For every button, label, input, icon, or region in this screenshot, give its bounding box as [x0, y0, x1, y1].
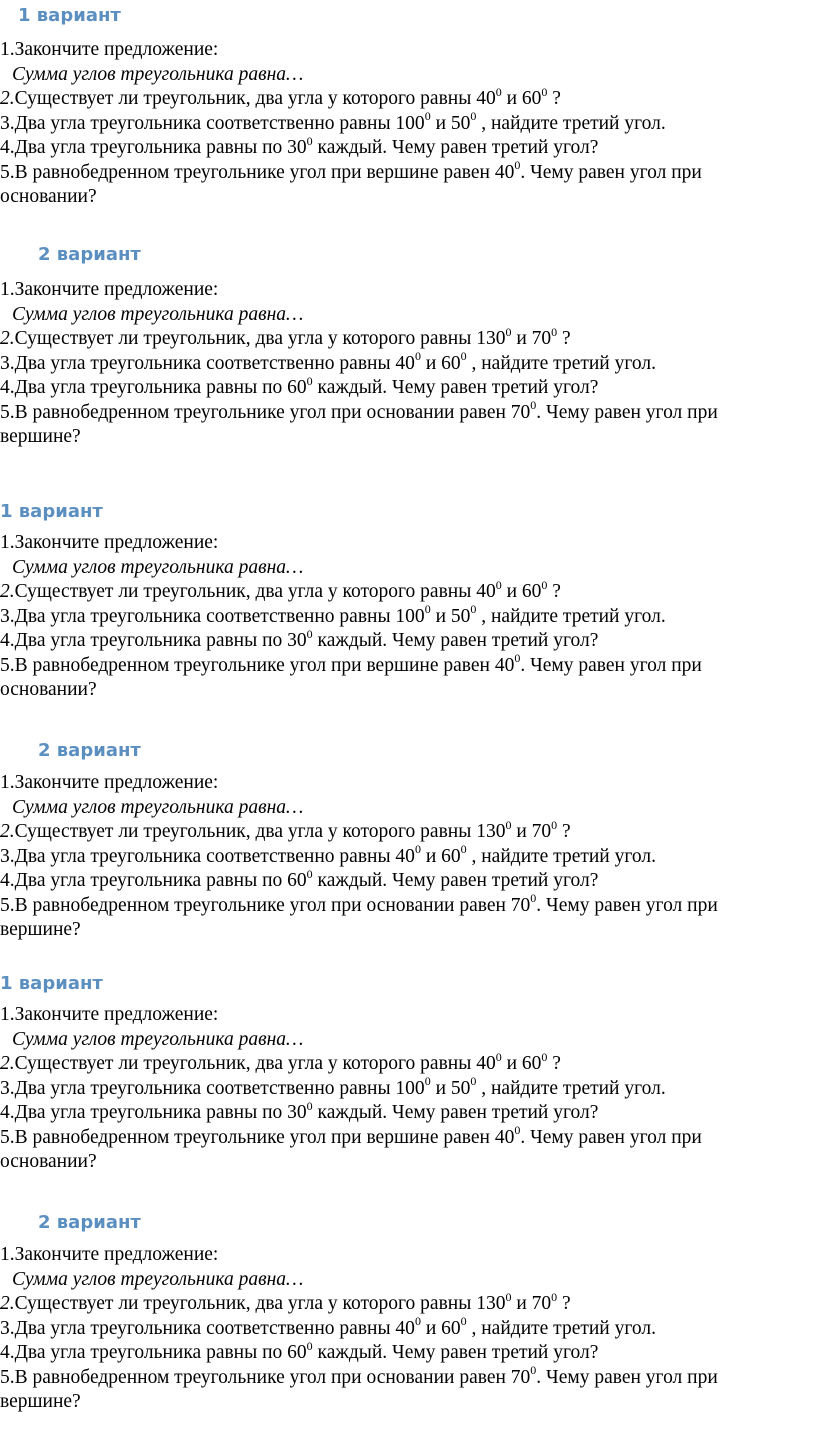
question-number: 1.	[0, 1004, 15, 1025]
question-text: Существует ли треугольник, два угла у которого равны 130	[14, 1293, 506, 1314]
question-4	[0, 1338, 816, 1366]
question-text: 3.Два угла треугольника соответственно равны 100	[0, 112, 425, 134]
question-text: ?	[557, 1293, 571, 1314]
question-text: 4.Два угла треугольника равны по 60	[0, 1342, 307, 1363]
question-text: Существует ли треугольник, два угла у которого равны 40	[14, 1053, 496, 1074]
question-text: 3.Два угла треугольника соответственно равны 40	[0, 845, 415, 867]
question-text: . Чему равен угол при	[520, 1126, 702, 1148]
question-text: 5.В равнобедренном треугольнике угол при основании равен 70	[0, 401, 531, 423]
variant-block-6	[0, 1211, 816, 1415]
degree-mark: 0	[514, 158, 521, 172]
variant-heading: 1 вариант	[0, 973, 103, 994]
question-text: ?	[557, 821, 571, 842]
question-text: . Чему равен угол при	[520, 654, 702, 676]
question-5-continuation: основании?	[0, 679, 97, 700]
degree-mark: 0	[514, 651, 521, 665]
degree-mark: 0	[530, 398, 537, 412]
question-5	[0, 398, 816, 426]
question-text: каждый. Чему равен третий угол?	[312, 870, 599, 891]
question-text: 4.Два угла треугольника равны по 30	[0, 137, 307, 158]
question-5	[0, 158, 816, 186]
degree-mark: 0	[460, 842, 467, 856]
degree-mark: 0	[505, 1289, 512, 1304]
question-5-continuation: основании?	[0, 1151, 97, 1172]
question-number: 1.	[0, 772, 15, 793]
question-1-sentence: Сумма углов треугольника равна…	[12, 1028, 304, 1050]
question-text: . Чему равен угол при	[536, 1366, 718, 1388]
question-5-continuation: вершине?	[0, 1391, 81, 1412]
question-text: и 70	[511, 1293, 552, 1314]
question-text: Существует ли треугольник, два угла у которого равны 130	[14, 821, 506, 842]
question-text: Существует ли треугольник, два угла у которого равны 130	[14, 328, 506, 349]
variant-block-4	[0, 739, 816, 943]
question-text: 5.В равнобедренном треугольнике угол при вершине равен 40	[0, 654, 515, 676]
degree-mark: 0	[514, 1123, 521, 1137]
question-text: Закончите предложение:	[14, 39, 219, 60]
question-text: 3.Два угла треугольника соответственно равны 40	[0, 1317, 415, 1339]
variant-heading: 2 вариант	[38, 740, 141, 761]
question-3	[0, 349, 816, 377]
degree-mark: 0	[495, 577, 502, 592]
degree-mark: 0	[306, 866, 313, 881]
question-text: Закончите предложение:	[14, 532, 219, 553]
variant-block-3	[0, 500, 816, 703]
degree-mark: 0	[541, 577, 548, 592]
question-1-sentence: Сумма углов треугольника равна…	[12, 1268, 304, 1290]
question-text: 5.В равнобедренном треугольнике угол при вершине равен 40	[0, 1126, 515, 1148]
degree-mark: 0	[306, 1338, 313, 1353]
question-1	[0, 531, 816, 556]
question-text: . Чему равен угол при	[536, 401, 718, 423]
question-2	[0, 577, 816, 605]
question-5	[0, 1363, 816, 1391]
question-text: и 50	[430, 605, 471, 627]
question-text: Существует ли треугольник, два угла у которого равны 40	[14, 581, 496, 602]
question-1-sentence: Сумма углов треугольника равна…	[12, 303, 304, 325]
degree-mark: 0	[530, 1363, 537, 1377]
question-text: Закончите предложение:	[14, 772, 219, 793]
question-text: , найдите третий угол.	[476, 112, 666, 134]
degree-mark: 0	[460, 349, 467, 363]
degree-mark: 0	[414, 349, 421, 363]
question-text: Существует ли треугольник, два угла у которого равны 40	[14, 88, 496, 109]
question-number: 2.	[0, 1293, 15, 1314]
degree-mark: 0	[505, 817, 512, 832]
degree-mark: 0	[530, 891, 537, 905]
variant-heading: 1 вариант	[18, 5, 121, 26]
question-text: , найдите третий угол.	[476, 1077, 666, 1099]
variant-heading: 1 вариант	[0, 501, 103, 522]
degree-mark: 0	[495, 84, 502, 99]
question-2	[0, 817, 816, 845]
question-1	[0, 1003, 816, 1028]
question-text: и 60	[501, 1053, 542, 1074]
question-4	[0, 373, 816, 401]
variant-block-1	[0, 4, 816, 210]
question-number: 1.	[0, 1244, 15, 1265]
question-text: Закончите предложение:	[14, 1244, 219, 1265]
question-3	[0, 602, 816, 630]
degree-mark: 0	[306, 133, 313, 148]
question-1-sentence: Сумма углов треугольника равна…	[12, 556, 304, 578]
question-text: 3.Два угла треугольника соответственно равны 100	[0, 605, 425, 627]
question-text: , найдите третий угол.	[466, 352, 656, 374]
degree-mark: 0	[424, 1074, 431, 1088]
question-text: 5.В равнобедренном треугольнике угол при основании равен 70	[0, 1366, 531, 1388]
question-text: и 70	[511, 328, 552, 349]
question-text: , найдите третий угол.	[476, 605, 666, 627]
question-4	[0, 866, 816, 894]
question-5-continuation: основании?	[0, 186, 97, 207]
question-4	[0, 1098, 816, 1126]
question-text: ?	[547, 1053, 561, 1074]
question-number: 2.	[0, 821, 15, 842]
question-number: 1.	[0, 532, 15, 553]
question-1	[0, 38, 816, 63]
degree-mark: 0	[460, 1314, 467, 1328]
degree-mark: 0	[551, 817, 558, 832]
degree-mark: 0	[306, 1098, 313, 1113]
variant-heading: 2 вариант	[38, 1212, 141, 1233]
question-3	[0, 109, 816, 137]
variant-block-2	[0, 243, 816, 450]
question-text: 3.Два угла треугольника соответственно равны 40	[0, 352, 415, 374]
question-3	[0, 1314, 816, 1342]
question-text: и 60	[420, 1317, 461, 1339]
question-text: ?	[547, 581, 561, 602]
question-text: и 60	[420, 845, 461, 867]
question-text: каждый. Чему равен третий угол?	[312, 1102, 599, 1123]
question-number: 1.	[0, 39, 15, 60]
degree-mark: 0	[541, 1049, 548, 1064]
question-5-continuation: вершине?	[0, 426, 81, 447]
question-text: . Чему равен угол при	[536, 894, 718, 916]
question-number: 2.	[0, 581, 15, 602]
question-text: Закончите предложение:	[14, 279, 219, 300]
degree-mark: 0	[414, 1314, 421, 1328]
question-5	[0, 651, 816, 679]
question-text: и 70	[511, 821, 552, 842]
question-text: . Чему равен угол при	[520, 161, 702, 183]
question-1	[0, 1243, 816, 1268]
question-text: 4.Два угла треугольника равны по 60	[0, 377, 307, 398]
degree-mark: 0	[551, 324, 558, 339]
question-3	[0, 1074, 816, 1102]
question-4	[0, 133, 816, 161]
question-1-sentence: Сумма углов треугольника равна…	[12, 63, 304, 85]
question-number: 2.	[0, 328, 15, 349]
question-number: 2.	[0, 1053, 15, 1074]
question-text: каждый. Чему равен третий угол?	[312, 630, 599, 651]
question-text: и 50	[430, 1077, 471, 1099]
question-1	[0, 278, 816, 303]
question-text: 4.Два угла треугольника равны по 60	[0, 870, 307, 891]
degree-mark: 0	[470, 602, 477, 616]
question-1	[0, 771, 816, 796]
question-4	[0, 626, 816, 654]
question-text: ?	[557, 328, 571, 349]
question-text: 4.Два угла треугольника равны по 30	[0, 630, 307, 651]
degree-mark: 0	[505, 324, 512, 339]
question-text: 5.В равнобедренном треугольнике угол при основании равен 70	[0, 894, 531, 916]
question-text: , найдите третий угол.	[466, 1317, 656, 1339]
degree-mark: 0	[424, 109, 431, 123]
question-text: 4.Два угла треугольника равны по 30	[0, 1102, 307, 1123]
question-text: 3.Два угла треугольника соответственно равны 100	[0, 1077, 425, 1099]
question-text: ?	[547, 88, 561, 109]
question-2	[0, 1049, 816, 1077]
degree-mark: 0	[306, 373, 313, 388]
question-text: Закончите предложение:	[14, 1004, 219, 1025]
degree-mark: 0	[414, 842, 421, 856]
question-text: 5.В равнобедренном треугольнике угол при вершине равен 40	[0, 161, 515, 183]
question-text: и 50	[430, 112, 471, 134]
variant-heading: 2 вариант	[38, 244, 141, 265]
question-text: каждый. Чему равен третий угол?	[312, 1342, 599, 1363]
question-5	[0, 891, 816, 919]
question-number: 2.	[0, 88, 15, 109]
question-text: каждый. Чему равен третий угол?	[312, 377, 599, 398]
question-2	[0, 84, 816, 112]
degree-mark: 0	[551, 1289, 558, 1304]
degree-mark: 0	[495, 1049, 502, 1064]
question-text: и 60	[501, 581, 542, 602]
degree-mark: 0	[470, 109, 477, 123]
degree-mark: 0	[470, 1074, 477, 1088]
degree-mark: 0	[424, 602, 431, 616]
question-2	[0, 324, 816, 352]
question-text: каждый. Чему равен третий угол?	[312, 137, 599, 158]
question-text: и 60	[420, 352, 461, 374]
degree-mark: 0	[306, 626, 313, 641]
question-2	[0, 1289, 816, 1317]
question-5	[0, 1123, 816, 1151]
question-text: , найдите третий угол.	[466, 845, 656, 867]
question-text: и 60	[501, 88, 542, 109]
question-3	[0, 842, 816, 870]
variant-block-5	[0, 972, 816, 1175]
question-number: 1.	[0, 279, 15, 300]
question-1-sentence: Сумма углов треугольника равна…	[12, 796, 304, 818]
degree-mark: 0	[541, 84, 548, 99]
question-5-continuation: вершине?	[0, 919, 81, 940]
